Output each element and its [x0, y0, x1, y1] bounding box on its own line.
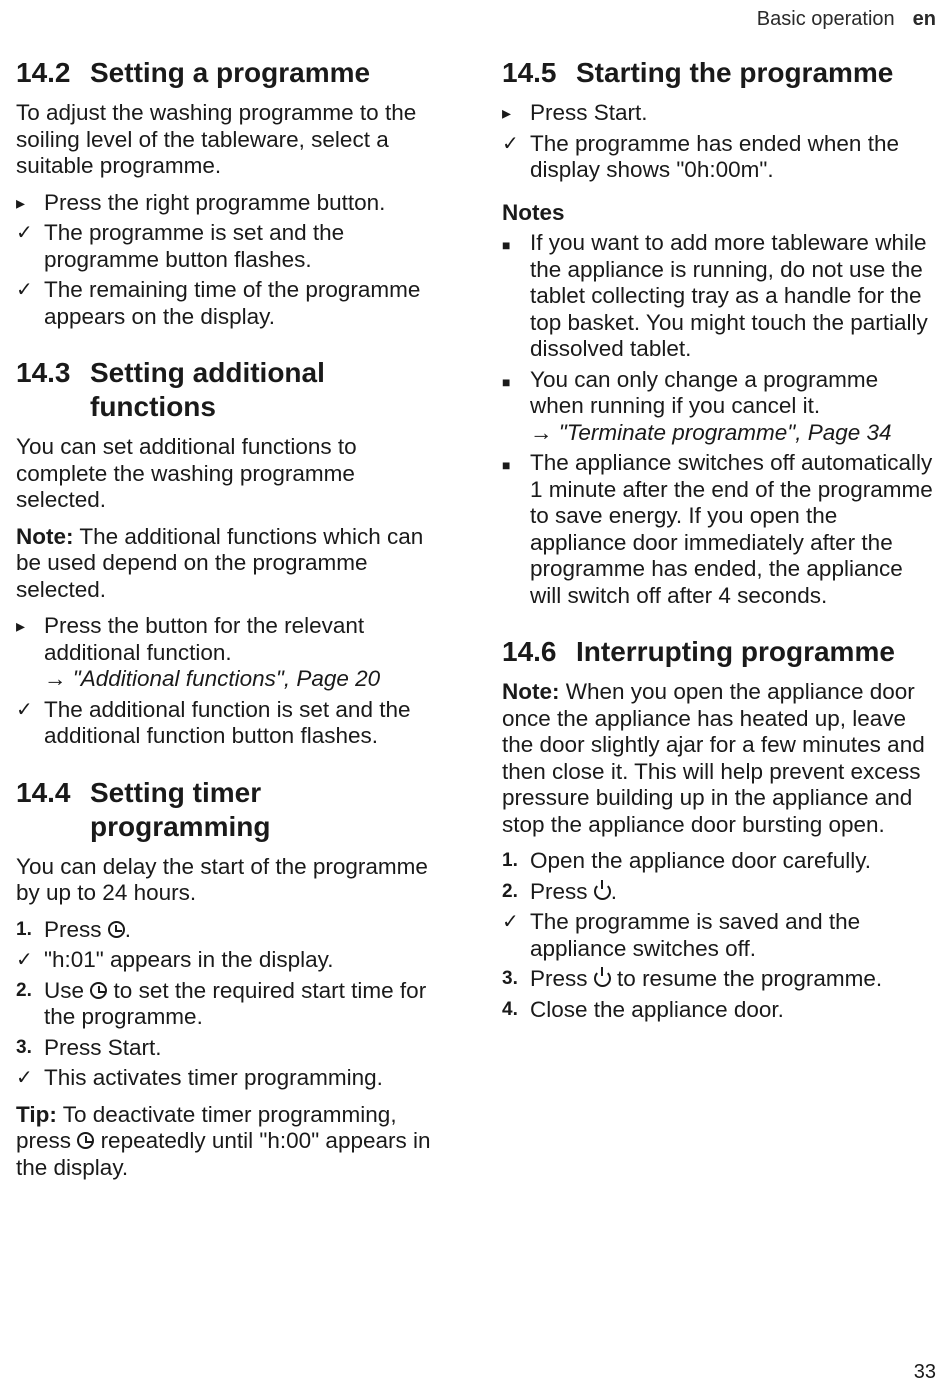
- note-item: [502, 230, 938, 363]
- intro-text: You can delay the start of the programme by up to 24 hours.: [16, 853, 428, 905]
- note-text: [16, 524, 444, 604]
- note-body: You can only change a programme when running if you cancel it.: [530, 366, 879, 418]
- page-number: 33: [913, 1361, 936, 1383]
- tip-label: Tip:: [16, 1101, 57, 1127]
- step-body: to resume the programme.: [617, 966, 883, 991]
- power-icon: [594, 883, 611, 900]
- section-heading: [502, 635, 938, 669]
- numbered-step: [16, 1035, 444, 1062]
- note-text: If you want to add more tableware while the appliance is running, do not use the tablet collecting tray as a handle for the top basket. You might touch the partially dissolved tablet.: [530, 230, 928, 361]
- timer-icon: [90, 982, 107, 999]
- intro-text: To adjust the washing programme to the soiling level of the tableware, select a suitable programme.: [16, 100, 417, 178]
- note-item: [502, 450, 938, 609]
- right-column: [502, 56, 938, 1049]
- step-number: 3.: [502, 968, 518, 989]
- result-text: The programme is set and the programme button flashes.: [44, 220, 345, 272]
- result-step: [16, 697, 444, 750]
- step-text: [530, 966, 938, 993]
- check-icon: ✓: [16, 222, 33, 244]
- result-step: [16, 277, 444, 330]
- step-text: Press .: [44, 916, 132, 942]
- numbered-step: [502, 966, 938, 993]
- section-heading: [16, 56, 444, 90]
- header-lang: en: [912, 8, 936, 30]
- step-text: Close the appliance door.: [530, 996, 784, 1022]
- timer-icon: [77, 1132, 94, 1149]
- section-heading: [16, 776, 444, 844]
- step-number: 2.: [502, 880, 518, 902]
- note-body: When you open the appliance door once the appliance has heated up, leave the door slightly ajar for a few minutes and then close it. This will help prevent excess pressure building up in the appliance and stop the appliance door bursting open.: [502, 679, 925, 837]
- cross-reference-link[interactable]: → "Terminate programme", Page 34: [530, 419, 892, 445]
- timer-icon: [108, 921, 125, 938]
- step-body: Press: [530, 966, 588, 991]
- power-icon: [594, 970, 611, 987]
- heading-title: Starting the programme: [576, 57, 894, 88]
- square-bullet-icon: ■: [502, 373, 511, 390]
- note-body: The additional functions which can be used depend on the programme selected.: [16, 523, 424, 602]
- result-text: This activates timer programming.: [44, 1065, 383, 1090]
- note-item: [502, 367, 938, 447]
- step-body: Use: [44, 977, 85, 1003]
- triangle-right-icon: ▸: [16, 616, 26, 636]
- result-text: The programme has ended when the display shows "0h:00m".: [530, 130, 899, 182]
- step-text: [44, 613, 444, 693]
- heading-number: 14.3: [16, 357, 71, 388]
- result-step: [502, 131, 938, 184]
- numbered-step: [502, 848, 938, 875]
- result-text: The remaining time of the programme appears on the display.: [44, 277, 421, 329]
- numbered-step: [16, 917, 444, 944]
- triangle-right-icon: ▸: [16, 192, 26, 213]
- check-icon: ✓: [16, 949, 33, 971]
- note-label: Note:: [502, 679, 560, 704]
- step-text: Press .: [530, 878, 618, 904]
- step-number: 1.: [502, 850, 518, 871]
- check-icon: ✓: [502, 911, 519, 933]
- intro-text: You can set additional functions to complete the washing programme selected.: [16, 434, 357, 512]
- step-text: Press Start.: [530, 100, 648, 125]
- step-body: Press: [44, 916, 102, 942]
- step-text: Open the appliance door carefully.: [530, 848, 872, 873]
- section-14-2: [16, 56, 444, 330]
- heading-title: Setting timer programming: [90, 776, 271, 842]
- step-number: 4.: [502, 998, 518, 1020]
- numbered-step: [502, 997, 938, 1024]
- left-column: [16, 56, 444, 1207]
- check-icon: ✓: [16, 279, 33, 301]
- step-number: 2.: [16, 979, 32, 1001]
- tip-text: [16, 1102, 444, 1182]
- triangle-right-icon: ▸: [502, 103, 512, 123]
- step-text: Press the right programme button.: [44, 189, 386, 215]
- section-14-5: [502, 56, 938, 609]
- step-body: Press the button for the relevant additional function.: [44, 613, 365, 665]
- heading-number: 14.5: [502, 57, 557, 88]
- step-number: 1.: [16, 918, 32, 940]
- header-section: Basic operation: [756, 8, 895, 30]
- result-text: The programme is saved and the appliance switches off.: [530, 909, 861, 961]
- square-bullet-icon: ■: [502, 237, 511, 253]
- result-text: "h:01" appears in the display.: [44, 947, 334, 972]
- section-14-4: [16, 776, 444, 1182]
- notes-heading: Notes: [502, 199, 565, 225]
- cross-reference-link[interactable]: → "Additional functions", Page 20: [44, 666, 381, 691]
- square-bullet-icon: ■: [502, 457, 511, 473]
- note-text: [502, 679, 938, 838]
- action-step: [16, 613, 444, 693]
- section-heading: [502, 56, 938, 90]
- tip-body: repeatedly until "h:00" appears in the display.: [16, 1128, 431, 1180]
- result-step: [16, 947, 444, 974]
- result-step: [16, 220, 444, 273]
- check-icon: ✓: [16, 698, 33, 721]
- step-body: Press: [530, 878, 588, 904]
- heading-number: 14.6: [502, 636, 557, 667]
- check-icon: ✓: [502, 132, 519, 155]
- section-14-3: [16, 356, 444, 750]
- numbered-step: [502, 879, 938, 906]
- step-text: Press Start.: [44, 1034, 162, 1060]
- tip-body: To deactivate timer programming, press: [16, 1101, 397, 1153]
- step-body: to set the required start time for the programme.: [44, 977, 427, 1029]
- result-text: The additional function is set and the additional function button flashes.: [44, 696, 411, 748]
- note-text: The appliance switches off automatically 1 minute after the end of the programme to save energy. If you open the appliance door immediately after the programme has ended, the appliance will switch off after 4 seconds.: [530, 450, 933, 608]
- action-step: [502, 100, 938, 127]
- action-step: [16, 190, 444, 217]
- heading-title: Setting a programme: [90, 57, 371, 88]
- heading-title: Interrupting programme: [576, 636, 895, 667]
- numbered-step: [16, 978, 444, 1031]
- step-text: [44, 978, 444, 1031]
- result-step: [16, 1065, 444, 1092]
- note-text: [530, 367, 938, 447]
- result-step: [502, 909, 938, 962]
- section-heading: [16, 356, 444, 424]
- step-number: 3.: [16, 1036, 32, 1058]
- section-14-6: [502, 635, 938, 1023]
- heading-number: 14.4: [16, 776, 71, 808]
- heading-number: 14.2: [16, 57, 71, 88]
- note-label: Note:: [16, 523, 74, 549]
- check-icon: ✓: [16, 1067, 33, 1089]
- page-header: [757, 8, 936, 31]
- heading-title: Setting additional functions: [90, 357, 325, 422]
